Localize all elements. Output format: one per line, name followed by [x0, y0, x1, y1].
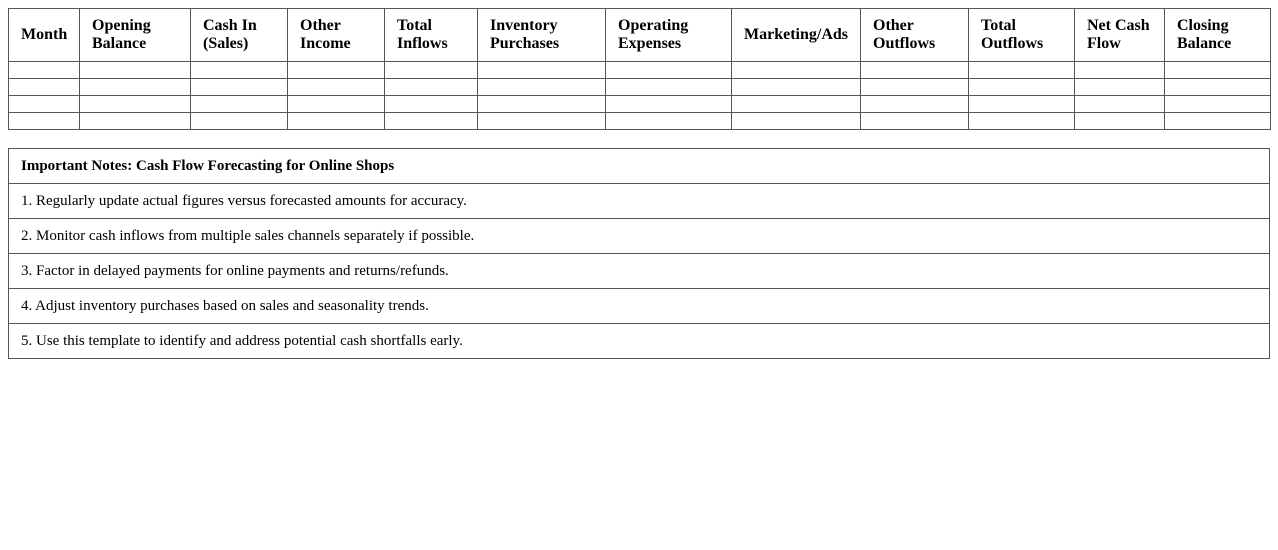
notes-header-row — [9, 149, 1270, 184]
note-item: 5. Use this template to identify and address potential cash shortfalls early. — [9, 324, 1270, 359]
table-cell[interactable] — [191, 113, 288, 130]
table-cell[interactable] — [1075, 96, 1165, 113]
column-header-label: Balance — [1177, 35, 1232, 52]
table-cell[interactable] — [80, 79, 191, 96]
table-cell[interactable] — [478, 79, 606, 96]
table-cell[interactable] — [80, 96, 191, 113]
table-row — [9, 62, 1271, 79]
notes-title: Important Notes: Cash Flow Forecasting for Online Shops — [9, 149, 1270, 184]
note-item: 3. Factor in delayed payments for online payments and returns/refunds. — [9, 254, 1270, 289]
table-cell[interactable] — [969, 113, 1075, 130]
table-cell[interactable] — [288, 96, 385, 113]
table-cell[interactable] — [191, 79, 288, 96]
table-cell[interactable] — [732, 96, 861, 113]
table-cell[interactable] — [385, 79, 478, 96]
column-header-label: Closing — [1177, 17, 1229, 34]
table-cell[interactable] — [478, 113, 606, 130]
column-header-closing-balance — [1165, 9, 1271, 62]
column-header-label: Inflows — [397, 35, 448, 52]
table-row — [9, 79, 1271, 96]
table-cell[interactable] — [80, 113, 191, 130]
table-cell[interactable] — [1165, 79, 1271, 96]
table-cell[interactable] — [288, 62, 385, 79]
table-cell[interactable] — [732, 62, 861, 79]
column-header-other-income — [288, 9, 385, 62]
table-cell[interactable] — [9, 62, 80, 79]
table-cell[interactable] — [1075, 79, 1165, 96]
cash-flow-table — [8, 8, 1271, 130]
table-cell[interactable] — [861, 79, 969, 96]
column-header-label: Inventory — [490, 17, 558, 34]
column-header-label: Other — [300, 17, 341, 34]
column-header-operating-expenses — [606, 9, 732, 62]
column-header-label: Total — [981, 17, 1016, 34]
table-cell[interactable] — [969, 62, 1075, 79]
column-header-label: Marketing/Ads — [744, 26, 848, 43]
column-header-label: Income — [300, 35, 351, 52]
table-row — [9, 113, 1271, 130]
table-cell[interactable] — [385, 113, 478, 130]
column-header-label: Balance — [92, 35, 147, 52]
table-cell[interactable] — [478, 62, 606, 79]
table-cell[interactable] — [969, 79, 1075, 96]
table-cell[interactable] — [288, 79, 385, 96]
table-cell[interactable] — [861, 62, 969, 79]
table-cell[interactable] — [288, 113, 385, 130]
table-cell[interactable] — [80, 62, 191, 79]
table-cell[interactable] — [9, 113, 80, 130]
note-row — [9, 254, 1270, 289]
table-cell[interactable] — [606, 113, 732, 130]
table-cell[interactable] — [969, 96, 1075, 113]
notes-table — [8, 148, 1270, 359]
column-header-label: Outflows — [873, 35, 936, 52]
note-item: 4. Adjust inventory purchases based on sales and seasonality trends. — [9, 289, 1270, 324]
column-header-label: Purchases — [490, 35, 560, 52]
table-cell[interactable] — [1165, 113, 1271, 130]
table-cell[interactable] — [385, 96, 478, 113]
column-header-label: Expenses — [618, 35, 682, 52]
table-cell[interactable] — [861, 113, 969, 130]
column-header-label: Total — [397, 17, 432, 34]
table-cell[interactable] — [1075, 62, 1165, 79]
table-cell[interactable] — [1075, 113, 1165, 130]
note-item: 2. Monitor cash inflows from multiple sales channels separately if possible. — [9, 219, 1270, 254]
column-header-label: Operating — [618, 17, 689, 34]
column-header-label: Flow — [1087, 35, 1121, 52]
column-header-total-inflows — [385, 9, 478, 62]
table-cell[interactable] — [606, 79, 732, 96]
table-cell[interactable] — [9, 79, 80, 96]
column-header-total-outflows — [969, 9, 1075, 62]
table-cell[interactable] — [9, 96, 80, 113]
note-row — [9, 184, 1270, 219]
column-header-month — [9, 9, 80, 62]
column-header-label: Opening — [92, 17, 151, 34]
table-cell[interactable] — [1165, 62, 1271, 79]
table-cell[interactable] — [191, 96, 288, 113]
column-header-label: (Sales) — [203, 35, 249, 52]
table-cell[interactable] — [606, 96, 732, 113]
note-item: 1. Regularly update actual figures versus forecasted amounts for accuracy. — [9, 184, 1270, 219]
column-header-label: Cash In — [203, 17, 257, 34]
column-header-label: Net Cash — [1087, 17, 1150, 34]
table-cell[interactable] — [478, 96, 606, 113]
column-header-label: Month — [21, 26, 68, 43]
column-header-opening-balance — [80, 9, 191, 62]
table-cell[interactable] — [861, 96, 969, 113]
table-cell[interactable] — [606, 62, 732, 79]
table-cell[interactable] — [732, 79, 861, 96]
table-header-row — [9, 9, 1271, 62]
column-header-cash-in-sales — [191, 9, 288, 62]
table-cell[interactable] — [385, 62, 478, 79]
table-row — [9, 96, 1271, 113]
table-cell[interactable] — [1165, 96, 1271, 113]
table-cell[interactable] — [191, 62, 288, 79]
column-header-marketing-ads — [732, 9, 861, 62]
column-header-label: Other — [873, 17, 914, 34]
table-cell[interactable] — [732, 113, 861, 130]
column-header-inventory-purchases — [478, 9, 606, 62]
column-header-label: Outflows — [981, 35, 1044, 52]
column-header-other-outflows — [861, 9, 969, 62]
note-row — [9, 289, 1270, 324]
note-row — [9, 324, 1270, 359]
note-row — [9, 219, 1270, 254]
column-header-net-cash-flow — [1075, 9, 1165, 62]
